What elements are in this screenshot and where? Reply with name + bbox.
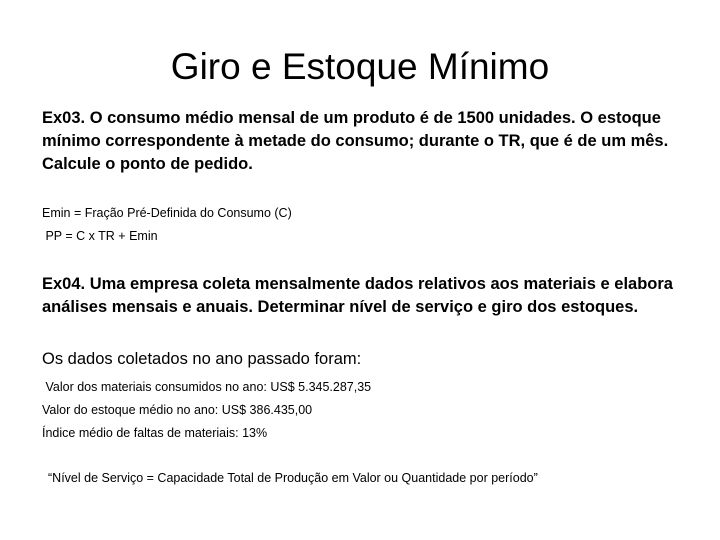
collected-data-intro [42,348,692,371]
collected-data-heading: Os dados coletados no ano passado foram: [42,350,362,368]
service-level-definition [48,467,698,490]
service-level-quote: “Nível de Serviço = Capacidade Total de Produção em Valor ou Quantidade por período” [48,471,538,485]
slide-title: Giro e Estoque Mínimo [170,46,550,87]
exercise-03 [42,107,692,176]
value-average-stock: Valor do estoque médio no ano: US$ 386.435,00 [42,403,313,417]
value-shortage-index: Índice médio de faltas de materiais: 13% [42,426,268,440]
formula-list [42,202,692,248]
formula-emin: Emin = Fração Pré-Definida do Consumo (C) [42,206,292,220]
exercise-04 [42,273,692,319]
value-materials-consumed: Valor dos materiais consumidos no ano: US$ 5.345.287,35 [42,380,372,394]
collected-values-list [42,376,692,445]
formula-pp: PP = C x TR + Emin [42,229,158,243]
exercise-03-text: Ex03. O consumo médio mensal de um produto é de 1500 unidades. O estoque mínimo correspondente à metade do consumo; durante o TR, que é de um mês. Calcule o ponto de pedido. [42,109,669,173]
exercise-04-text: Ex04. Uma empresa coleta mensalmente dados relativos aos materiais e elabora análises mensais e anuais. Determinar nível de serviço e giro dos estoques. [42,275,673,316]
